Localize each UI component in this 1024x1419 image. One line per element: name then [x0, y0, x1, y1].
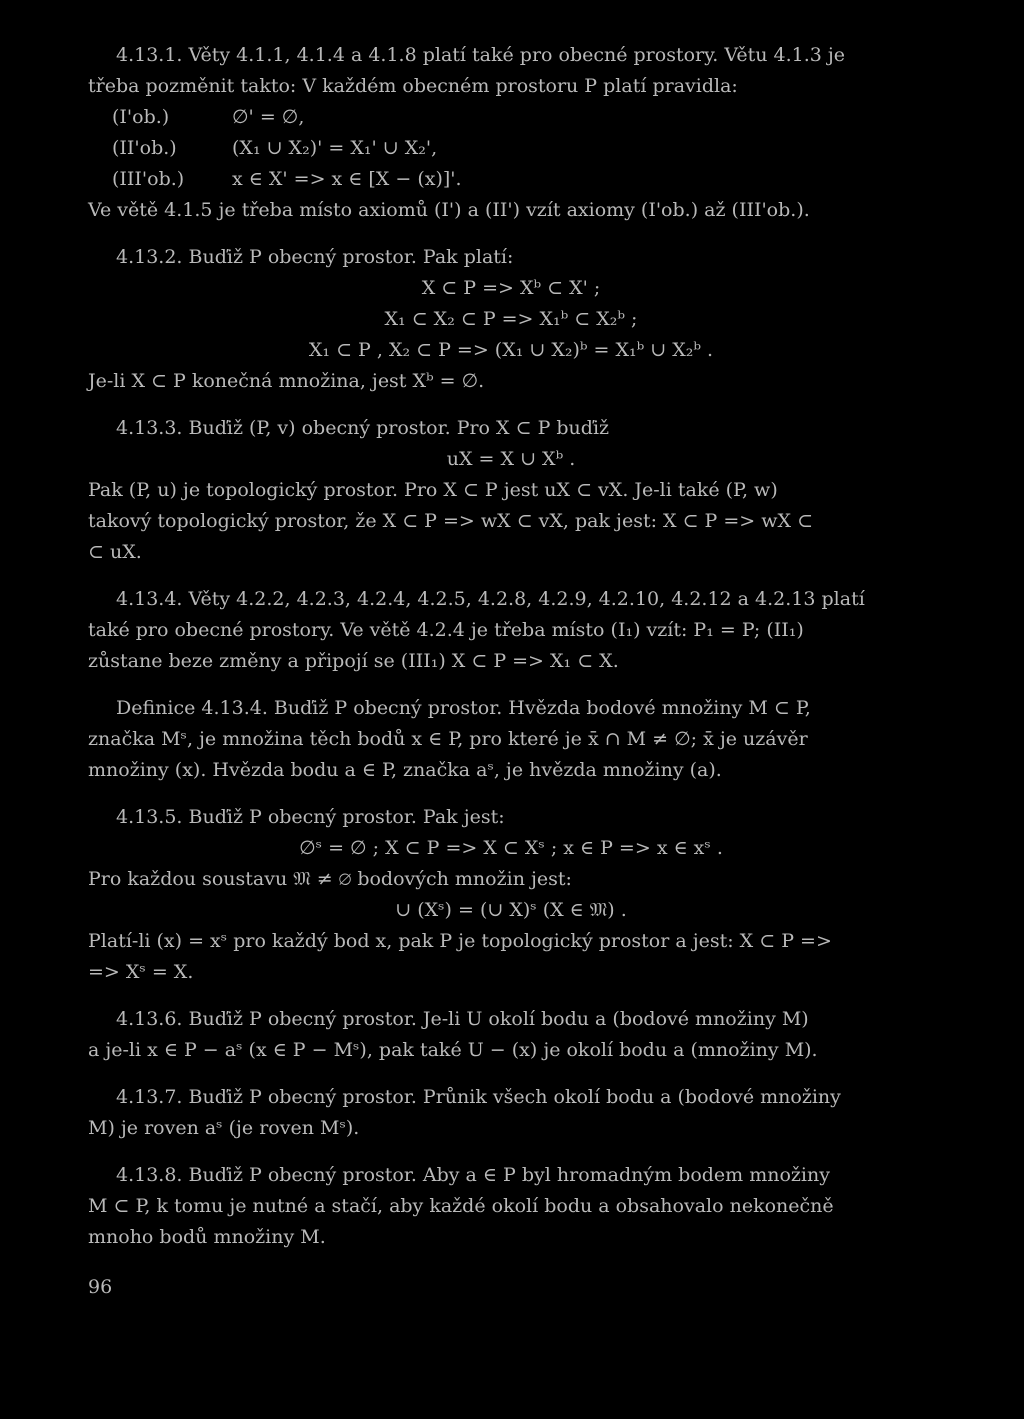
- page-body: [88, 40, 934, 1253]
- formula-line: uX = X ∪ Xᵇ .: [446, 448, 576, 470]
- para-4-13-5-intro: 4.13.5. Buďiž P obecný prostor. Pak jest:: [116, 806, 505, 828]
- para-4-13-5-middle: Pro každou soustavu 𝔐 ≠ ∅ bodových množin jest:: [88, 868, 572, 890]
- para-4-13-3-line3: ⊂ uX.: [88, 541, 142, 563]
- para-4-13-1-line3: Ve větě 4.1.5 je třeba místo axiomů (I') a (II') vzít axiomy (I'ob.) až (III'ob.).: [88, 199, 810, 221]
- page-number: 96: [88, 1276, 113, 1298]
- para-4-13-4-line2: také pro obecné prostory. Ve větě 4.2.4 je třeba místo (I₁) vzít: P₁ = P; (II₁): [88, 619, 804, 641]
- formula-line: ∅ˢ = ∅ ; X ⊂ P => X ⊂ Xˢ ; x ∈ P => x ∈ xˢ .: [299, 837, 723, 859]
- para-4-13-1-line2: třeba pozměnit takto: V každém obecném prostoru P platí pravidla:: [88, 75, 738, 97]
- para-4-13-8-line2: M ⊂ P, k tomu je nutné a stačí, aby každé okolí bodu a obsahovalo nekonečně: [88, 1195, 834, 1217]
- para-4-13-6-line1: 4.13.6. Buďiž P obecný prostor. Je-li U okolí bodu a (bodové množiny M): [116, 1008, 809, 1030]
- para-4-13-5-line1: Platí-li (x) = xˢ pro každý bod x, pak P je topologický prostor a jest: X ⊂ P =>: [88, 930, 832, 952]
- para-4-13-4-line1: 4.13.4. Věty 4.2.2, 4.2.3, 4.2.4, 4.2.5, 4.2.8, 4.2.9, 4.2.10, 4.2.12 a 4.2.13 platí: [116, 588, 865, 610]
- para-4-13-8-line1: 4.13.8. Buďiž P obecný prostor. Aby a ∈ P byl hromadným bodem množiny: [116, 1164, 830, 1186]
- definition-line1: Definice 4.13.4. Buďiž P obecný prostor. Hvězda bodové množiny M ⊂ P,: [116, 697, 811, 719]
- para-4-13-3-line1: Pak (P, u) je topologický prostor. Pro X ⊂ P jest uX ⊂ vX. Je-li také (P, w): [88, 479, 778, 501]
- formula-line: X₁ ⊂ P , X₂ ⊂ P => (X₁ ∪ X₂)ᵇ = X₁ᵇ ∪ X₂ᵇ .: [308, 339, 714, 361]
- axiom-row: [88, 102, 934, 133]
- para-4-13-6-line2: a je-li x ∈ P − aˢ (x ∈ P − Mˢ), pak také U − (x) je okolí bodu a (množiny M).: [88, 1039, 818, 1061]
- axiom-row: [88, 164, 934, 195]
- axiom-formula: x ∈ X' => x ∈ [X − (x)]'.: [232, 168, 462, 190]
- axiom-row: [88, 133, 934, 164]
- para-4-13-7-line2: M) je roven aˢ (je roven Mˢ).: [88, 1117, 360, 1139]
- formula-line: ∪ (Xˢ) = (∪ X)ˢ (X ∈ 𝔐) .: [395, 899, 627, 921]
- para-4-13-2-after: Je-li X ⊂ P konečná množina, jest Xᵇ = ∅.: [88, 370, 485, 392]
- para-4-13-3-line2: takový topologický prostor, že X ⊂ P => wX ⊂ vX, pak jest: X ⊂ P => wX ⊂: [88, 510, 813, 532]
- para-4-13-1-line1: 4.13.1. Věty 4.1.1, 4.1.4 a 4.1.8 platí také pro obecné prostory. Větu 4.1.3 je: [116, 44, 846, 66]
- formula-line: X₁ ⊂ X₂ ⊂ P => X₁ᵇ ⊂ X₂ᵇ ;: [384, 308, 638, 330]
- para-4-13-3-intro: 4.13.3. Buďiž (P, v) obecný prostor. Pro X ⊂ P buďiž: [116, 417, 610, 439]
- axiom-label: (I'ob.): [112, 106, 170, 128]
- axiom-formula: (X₁ ∪ X₂)' = X₁' ∪ X₂',: [232, 137, 438, 159]
- axiom-formula: ∅' = ∅,: [232, 106, 305, 128]
- para-4-13-7-line1: 4.13.7. Buďiž P obecný prostor. Průnik všech okolí bodu a (bodové množiny: [116, 1086, 841, 1108]
- axiom-label: (III'ob.): [112, 168, 185, 190]
- para-4-13-8-line3: mnoho bodů množiny M.: [88, 1226, 326, 1248]
- definition-line2: značka Mˢ, je množina těch bodů x ∈ P, pro které je x̄ ∩ M ≠ ∅; x̄ je uzávěr: [88, 728, 808, 750]
- para-4-13-5-line2: => Xˢ = X.: [88, 961, 194, 983]
- formula-line: X ⊂ P => Xᵇ ⊂ X' ;: [421, 277, 601, 299]
- axiom-label: (II'ob.): [112, 137, 177, 159]
- para-4-13-4-line3: zůstane beze změny a připojí se (III₁) X ⊂ P => X₁ ⊂ X.: [88, 650, 619, 672]
- para-4-13-2-intro: 4.13.2. Buďiž P obecný prostor. Pak platí:: [116, 246, 514, 268]
- definition-line3: množiny (x). Hvězda bodu a ∈ P, značka aˢ, je hvězda množiny (a).: [88, 759, 722, 781]
